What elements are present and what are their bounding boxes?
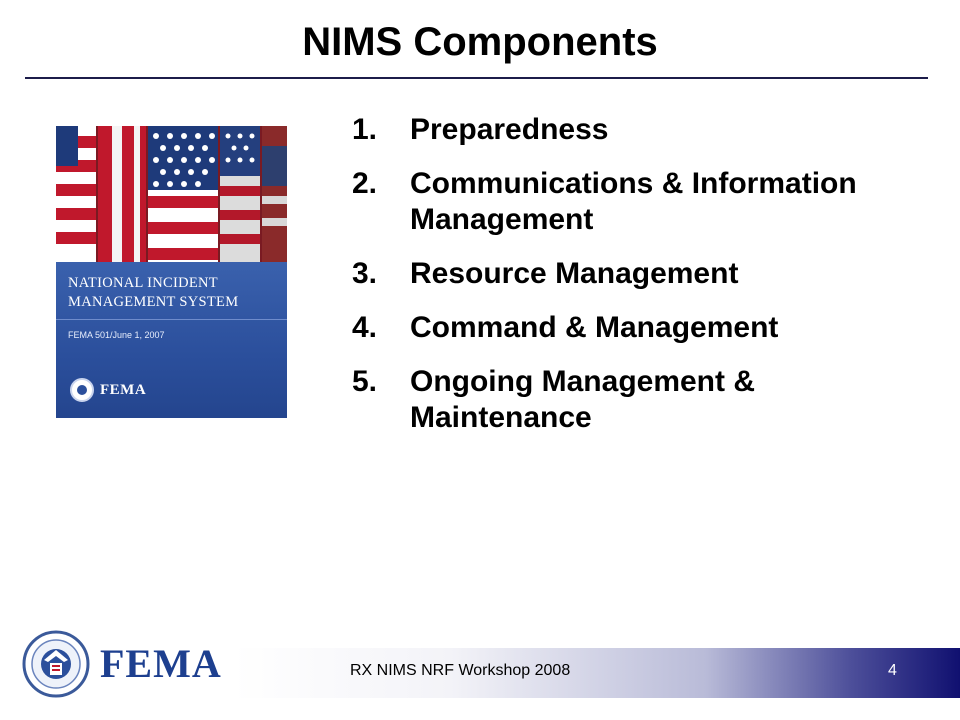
list-item <box>352 310 912 346</box>
list-item-number: 3. <box>352 257 378 290</box>
page-number: 4 <box>888 662 897 679</box>
list-item-label: Command & Management <box>410 311 779 344</box>
list-item-label: Ongoing Management & Maintenance <box>410 365 755 434</box>
cover-divider <box>56 319 287 320</box>
nims-cover-image <box>56 126 287 418</box>
slide-title: NIMS Components <box>302 20 658 64</box>
cover-title <box>68 274 278 312</box>
cover-fema-logo: FEMA <box>100 382 147 398</box>
list-item <box>352 166 912 238</box>
list-item <box>352 112 912 148</box>
cover-subtitle: FEMA 501/June 1, 2007 <box>68 330 165 340</box>
dhs-seal-icon <box>22 630 90 698</box>
list-item-number: 2. <box>352 167 378 200</box>
list-item <box>352 256 912 292</box>
list-item <box>352 364 912 436</box>
list-item-number: 4. <box>352 311 378 344</box>
fema-logo: FEMA <box>100 641 222 686</box>
title-divider <box>25 77 928 79</box>
cover-title-line1: NATIONAL INCIDENT <box>68 275 218 291</box>
list-item-label: Resource Management <box>410 257 739 290</box>
list-item-label: Preparedness <box>410 113 609 146</box>
components-list <box>352 112 912 454</box>
list-item-label: Communications & Information Management <box>410 167 857 236</box>
list-item-number: 1. <box>352 113 378 146</box>
list-item-number: 5. <box>352 365 378 398</box>
flags-image <box>56 126 287 262</box>
footer-workshop-label: RX NIMS NRF Workshop 2008 <box>350 662 571 679</box>
cover-title-line2: MANAGEMENT SYSTEM <box>68 294 239 310</box>
footer-bar <box>233 648 960 698</box>
cover-seal-icon <box>70 378 94 402</box>
